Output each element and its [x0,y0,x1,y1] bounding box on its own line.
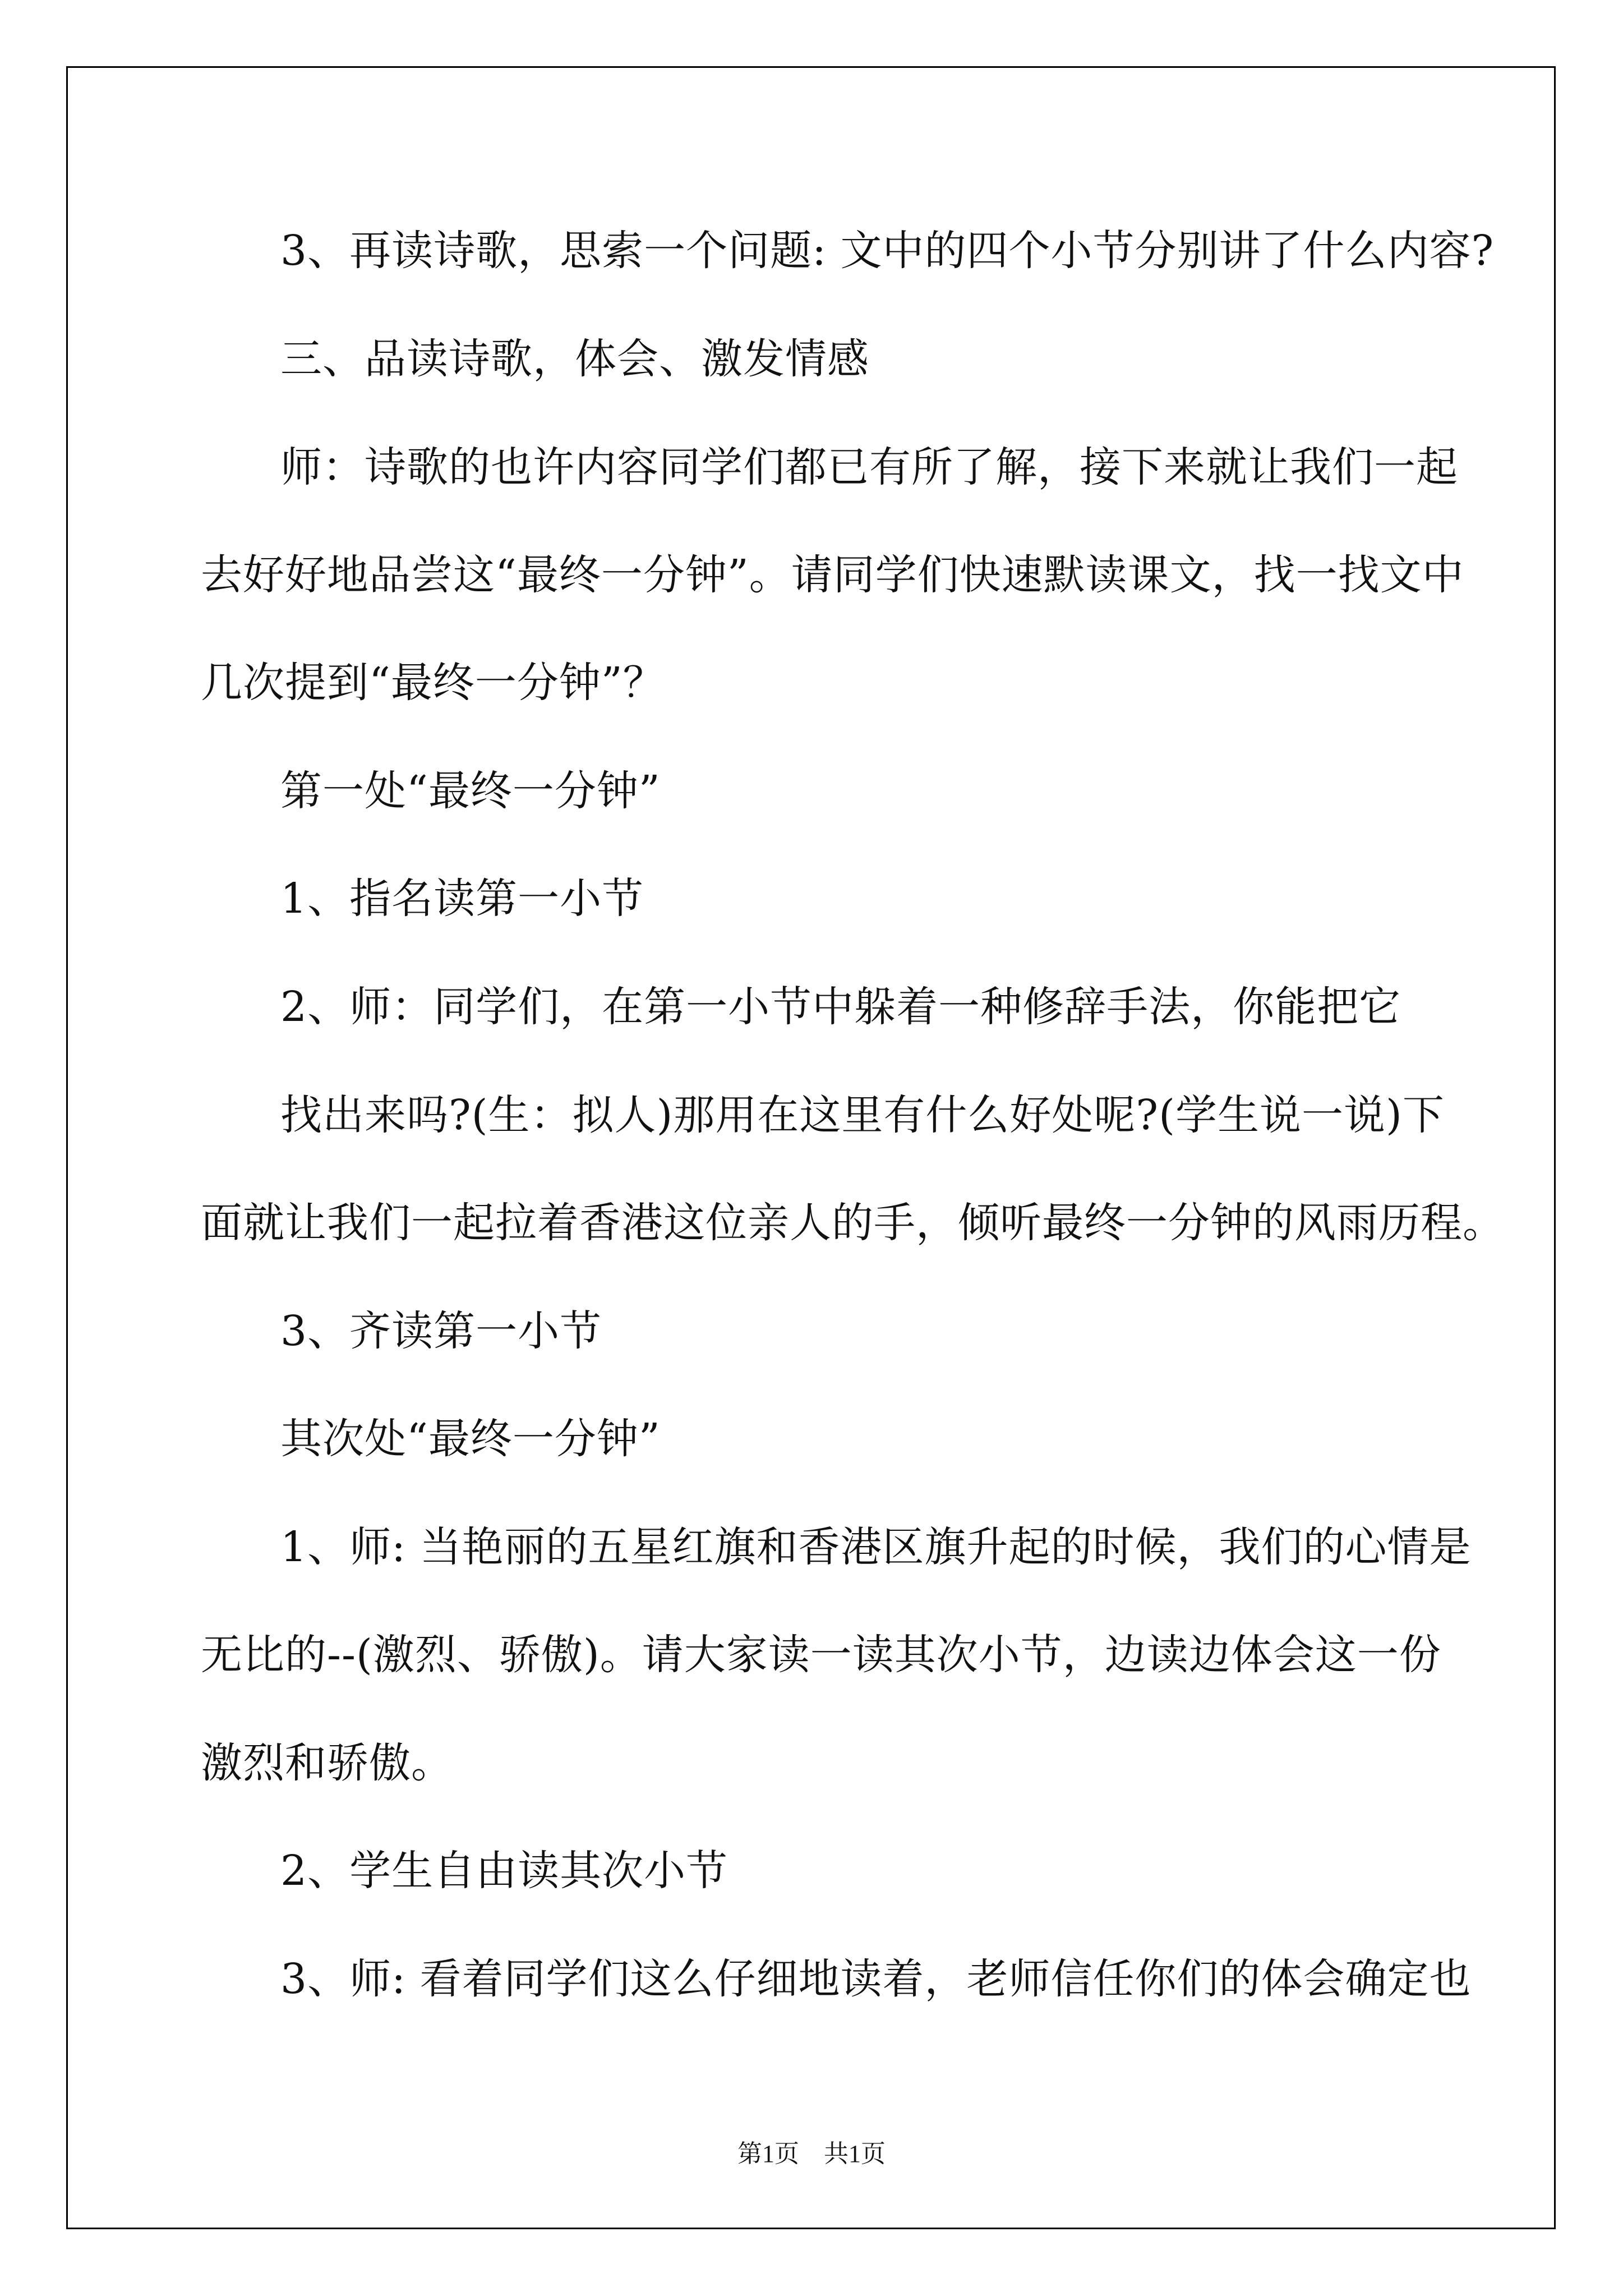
paragraph-line: 第一处“最终一分钟” [280,767,661,815]
paragraph-line: 2、师：同学们，在第一小节中躲着一种修辞手法，你能把它 [280,983,1401,1031]
paragraph-line: 几次提到“最终一分钟”？ [201,659,665,707]
paragraph-line: 1、师: 当艳丽的五星红旗和香港区旗升起的时候，我们的心情是 [280,1523,1472,1571]
page-border [66,66,1556,2229]
paragraph-line: 无比的--(激烈、骄傲)。请大家读一读其次小节，边读边体会这一份 [201,1631,1441,1679]
paragraph-line: 3、再读诗歌，思索一个问题: 文中的四个小节分别讲了什么内容? [280,227,1495,275]
page-footer: 第1页 共1页 [737,2140,886,2168]
paragraph-line: 找出来吗?(生：拟人)那用在这里有什么好处呢?(学生说一说)下 [280,1091,1445,1139]
section-heading: 三、品读诗歌，体会、激发情感 [280,335,869,383]
paragraph-line: 面就让我们一起拉着香港这位亲人的手，倾听最终一分钟的风雨历程。 [201,1199,1505,1247]
paragraph-line: 其次处“最终一分钟” [280,1415,661,1463]
paragraph-line: 激烈和骄傲。 [201,1739,453,1787]
paragraph-line: 2、学生自由读其次小节 [280,1847,728,1895]
paragraph-line: 1、指名读第一小节 [280,875,644,923]
paragraph-line: 3、齐读第一小节 [280,1307,602,1355]
paragraph-line: 3、师: 看着同学们这么仔细地读着，老师信任你们的体会确定也 [280,1955,1472,2003]
paragraph-line: 师：诗歌的也许内容同学们都已有所了解，接下来就让我们一起 [280,443,1458,491]
paragraph-line: 去好好地品尝这“最终一分钟”。请同学们快速默读课文，找一找文中 [201,551,1464,599]
